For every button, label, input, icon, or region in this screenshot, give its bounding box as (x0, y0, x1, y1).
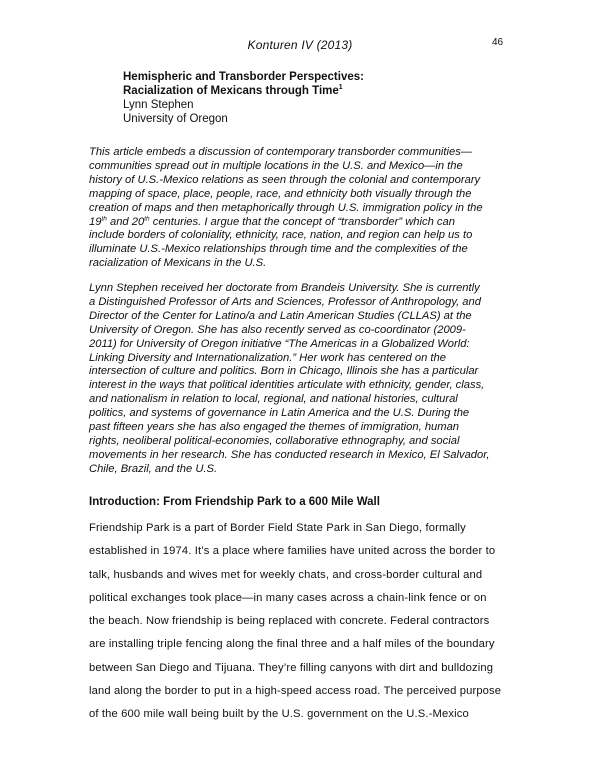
abstract-line: mapping of space, place, people, race, and ethnicity both visually through the (89, 187, 472, 200)
article-title-text: Racialization of Mexicans through Time (123, 85, 339, 97)
bio-line: Linking Diversity and Internationalization.” Her work has centered on the (89, 351, 446, 364)
bio-line: rights, neoliberal political-economies, collaborative ethnography, and social (89, 434, 460, 447)
abstract-line: creation of maps and then metaphorically through U.S. immigration policy in the (89, 201, 483, 214)
body-line: land along the border to put in a high-speed access road. The perceived purpose (89, 685, 502, 698)
abstract-line: history of U.S.-Mexico relations as seen through the colonial and contemporary (89, 173, 481, 186)
article-title-line-1: Hemispheric and Transborder Perspectives: (123, 71, 364, 83)
bio-line: Chile, Brazil, and the U.S. (89, 462, 218, 475)
ordinal-suffix: th (144, 214, 150, 222)
author-affiliation: University of Oregon (123, 113, 228, 125)
author-name: Lynn Stephen (123, 99, 194, 111)
bio-line: movements in her research. She has conducted research in Mexico, El Salvador, (89, 448, 490, 461)
body-line: political exchanges took place—in many cases across a chain-link fence or on (89, 591, 487, 604)
bio-line: 2011) for University of Oregon initiative “The Americas in a Globalized World: (89, 337, 470, 350)
abstract-line: include borders of coloniality, ethnicity, race, nation, and region can help us to (89, 229, 473, 242)
bio-line: a Distinguished Professor of Arts and Sciences, Professor of Anthropology, and (89, 295, 481, 308)
ordinal-suffix: th (101, 214, 107, 222)
article-title-line-2 (123, 84, 364, 98)
bio-line: Lynn Stephen received her doctorate from Brandeis University. She is currently (89, 282, 480, 294)
abstract-line: illuminate U.S.-Mexico relationships through time and the complexities of the (89, 243, 468, 256)
bio-line: intersection of culture and politics. Born in Chicago, Illinois she has a particular (89, 365, 479, 378)
running-header: Konturen IV (2013) (247, 38, 353, 52)
section-heading: Introduction: From Friendship Park to a 600 Mile Wall (89, 496, 380, 508)
abstract-line: communities spread out in multiple locations in the U.S. and Mexico—in the (89, 159, 463, 172)
body-line: established in 1974. It’s a place where families have united across the border to (89, 545, 496, 558)
bio-line: University of Oregon. She has also recently served as co-coordinator (2009- (89, 323, 466, 336)
bio-line: past fifteen years she has also engaged the themes of immigration, human (89, 421, 460, 434)
body-line: talk, husbands and wives met for weekly chats, and cross-border cultural and (89, 568, 483, 581)
footnote-marker[interactable]: 1 (338, 84, 343, 92)
abstract-text: and 20 (106, 215, 145, 228)
bio-line: and nationalism in relation to local, regional, and national histories, cultural (89, 393, 458, 406)
bio-line: Director of the Center for Latino/a and Latin American Studies (CLLAS) at the (89, 309, 472, 322)
page-number: 46 (492, 37, 504, 48)
author-bio (89, 282, 521, 477)
body-line: of the 600 mile wall being built by the U.S. government on the U.S.-Mexico (89, 708, 469, 721)
century-number: 19 (89, 215, 102, 228)
body-line: between San Diego and Tijuana. They’re filling canyons with dirt and bulldozing (89, 661, 494, 674)
body-line: are installing triple fencing along the final three and a half miles of the boundary (89, 638, 495, 651)
abstract-line: racialization of Mexicans in the U.S. (89, 257, 267, 270)
abstract-line: This article embeds a discussion of contemporary transborder communities— (89, 146, 473, 158)
body-text (89, 517, 521, 727)
abstract-text: centuries. I argue that the concept of “transborder” which can (149, 215, 455, 228)
abstract-line (89, 216, 521, 230)
bio-line: politics, and systems of governance in Latin America and the U.S. During the (89, 407, 470, 420)
title-block (123, 70, 364, 126)
body-line: Friendship Park is a part of Border Field State Park in San Diego, formally (89, 522, 466, 534)
bio-line: interest in the ways that political identities articulate with ethnicity, gender, class, (89, 379, 485, 392)
abstract (89, 146, 521, 271)
body-line: the beach. Now friendship is being replaced with concrete. Federal contractors (89, 615, 490, 628)
